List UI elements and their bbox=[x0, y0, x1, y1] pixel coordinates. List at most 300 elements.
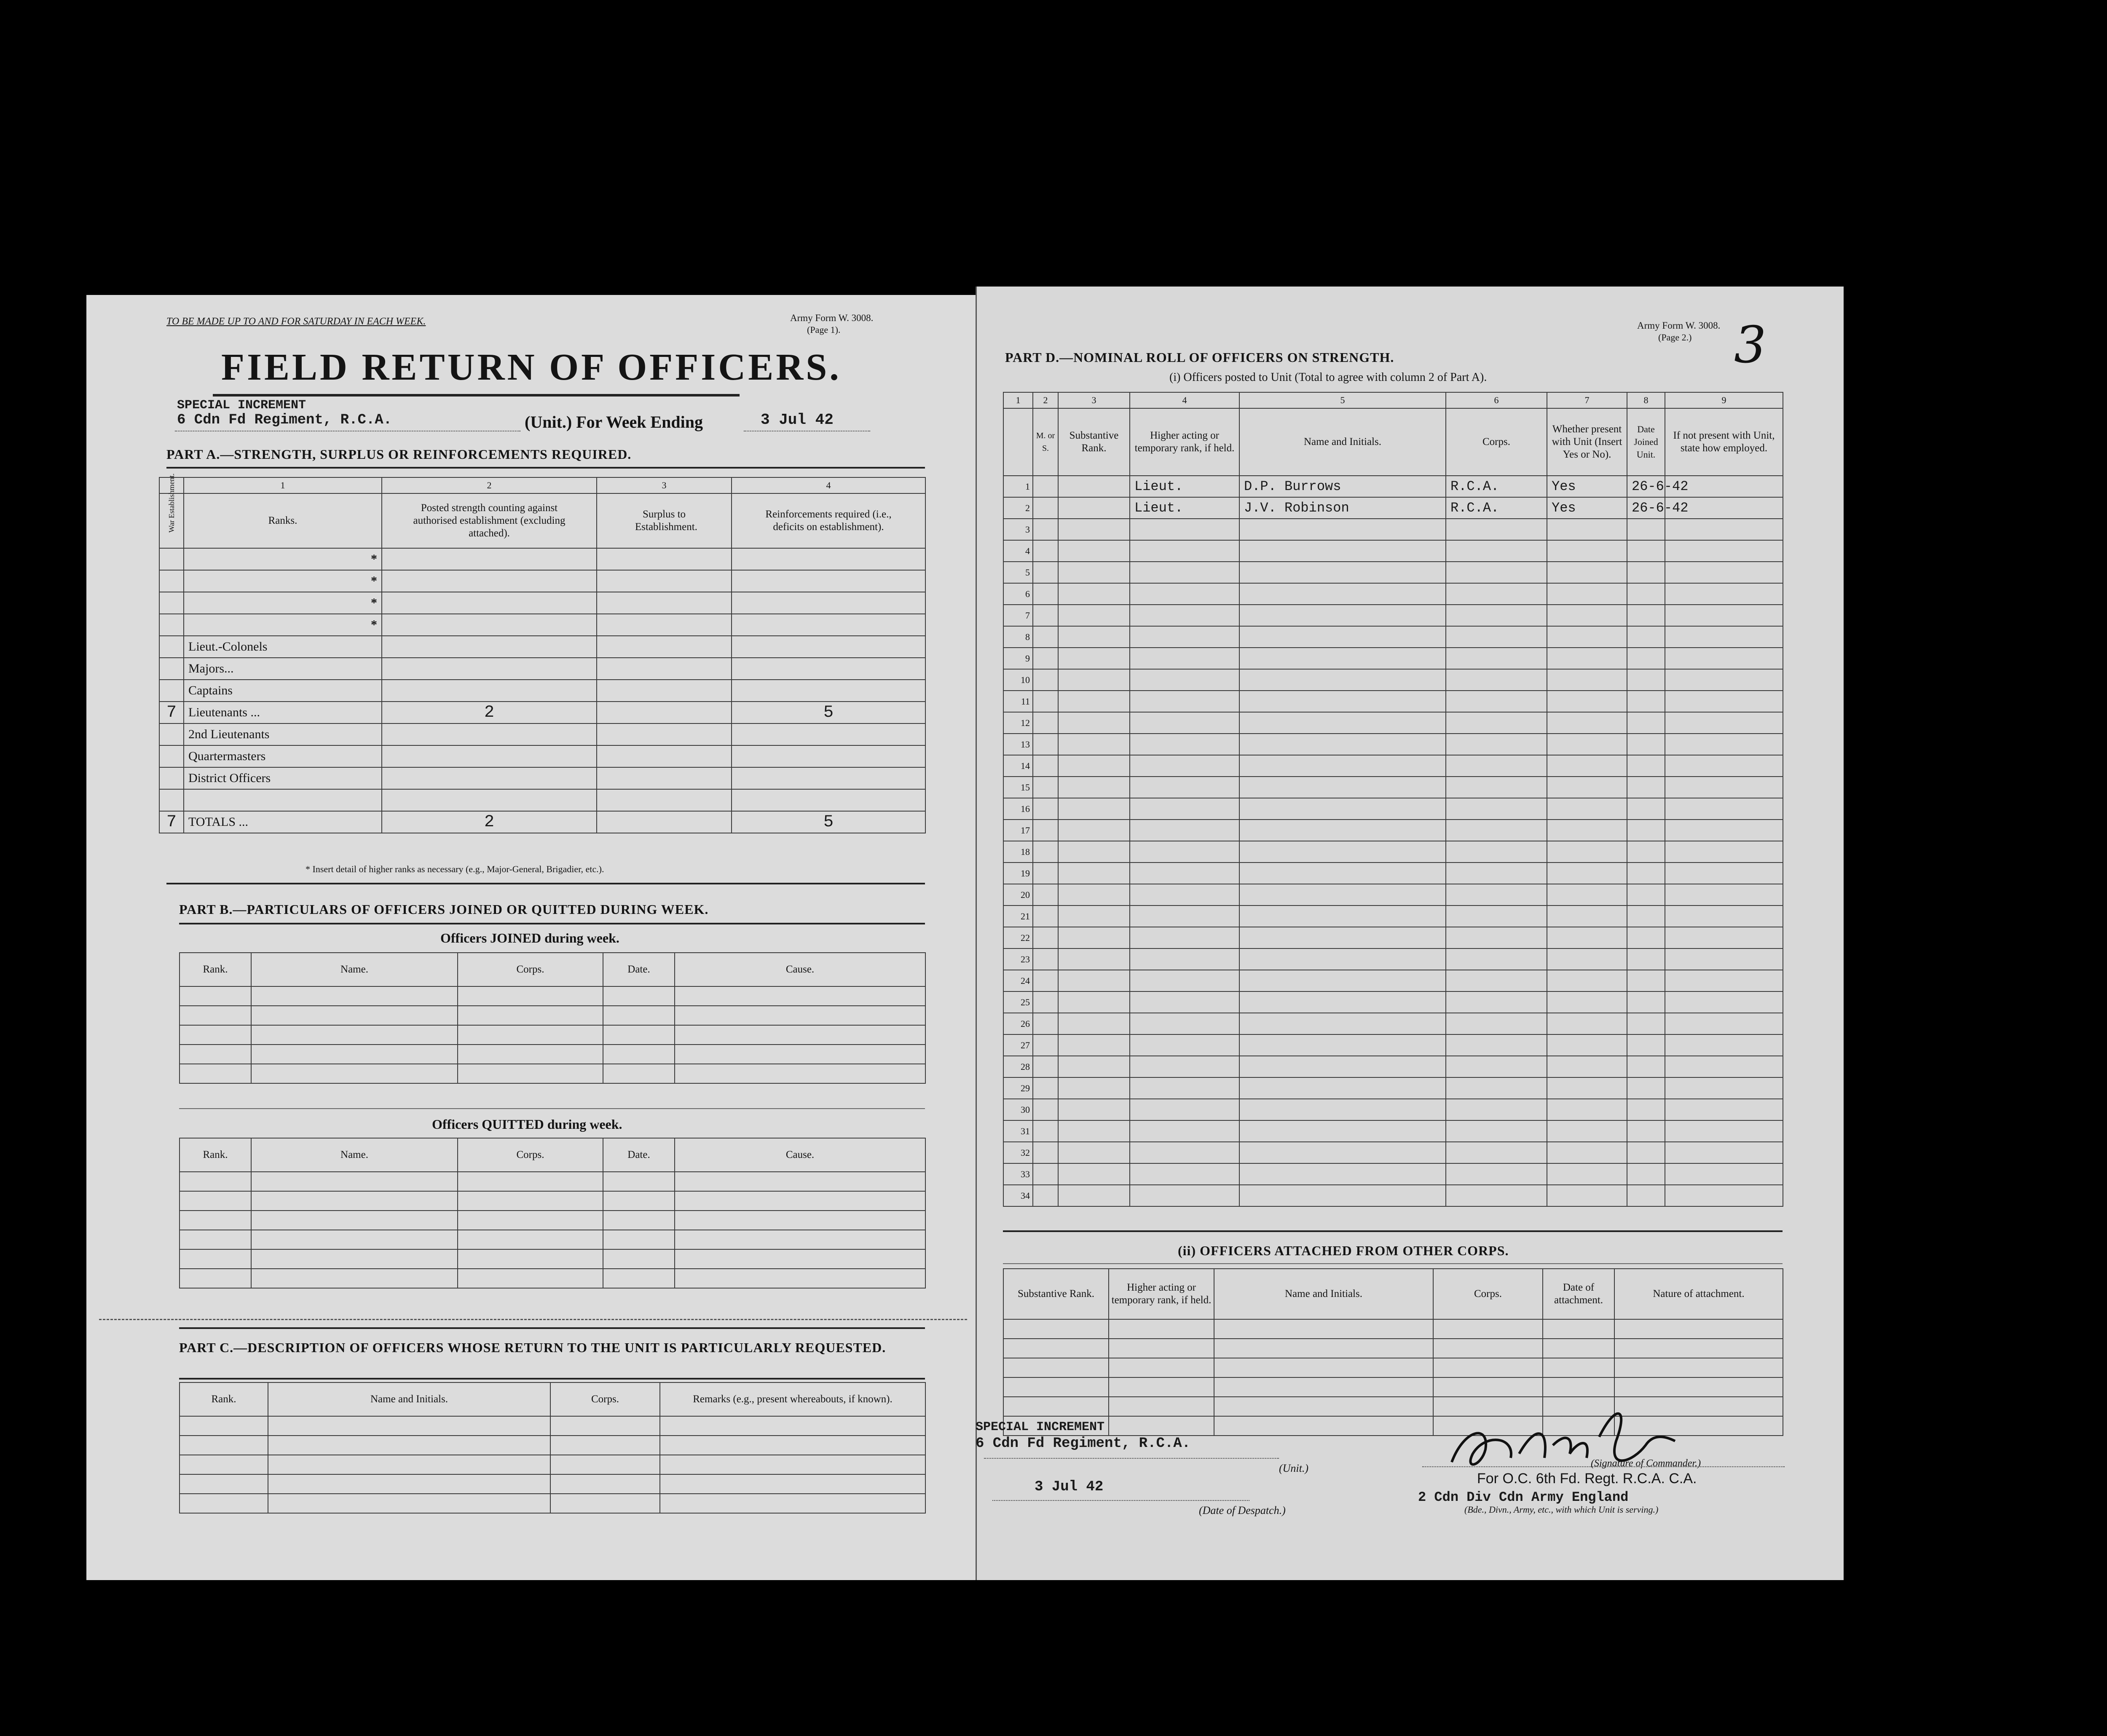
roll-row bbox=[1003, 991, 1783, 1013]
partA-cell-surplus bbox=[597, 767, 732, 789]
roll-cell-higher bbox=[1130, 927, 1239, 948]
roll-row bbox=[1003, 798, 1783, 820]
partA-colnum-1: 1 bbox=[184, 477, 382, 493]
footer-unit-label: (Unit.) bbox=[1279, 1462, 1309, 1474]
roll-cell-sub bbox=[1058, 540, 1130, 562]
joined-row bbox=[180, 1045, 925, 1064]
roll-cell-name bbox=[1239, 1163, 1446, 1185]
partA-row bbox=[159, 570, 925, 592]
roll-cell-higher bbox=[1130, 519, 1239, 540]
form-page-1 bbox=[86, 295, 976, 1580]
partA-cell-we: 7 bbox=[159, 702, 184, 723]
roll-cell-name bbox=[1239, 1034, 1446, 1056]
roll-cell-date bbox=[1627, 1142, 1665, 1163]
roll-cell-emp bbox=[1665, 970, 1783, 991]
roll-cell-higher bbox=[1130, 970, 1239, 991]
joined-row bbox=[180, 1064, 925, 1083]
roll-cell-emp bbox=[1665, 820, 1783, 841]
roll-cell-ms bbox=[1033, 1034, 1058, 1056]
roll-cell-date bbox=[1627, 540, 1665, 562]
joined-col-date: Date. bbox=[603, 953, 675, 986]
roll-cell-ms bbox=[1033, 669, 1058, 691]
quitted-cell bbox=[251, 1269, 458, 1288]
roll-col-substantive: Substantive Rank. bbox=[1058, 408, 1130, 476]
roll-cell-n: 15 bbox=[1003, 777, 1033, 798]
roll-cell-date bbox=[1627, 691, 1665, 712]
roll-cell-present bbox=[1547, 562, 1627, 583]
roll-row bbox=[1003, 540, 1783, 562]
partA-table bbox=[159, 473, 926, 833]
roll-cell-ms bbox=[1033, 1099, 1058, 1120]
roll-cell-name bbox=[1239, 648, 1446, 669]
formation-stamp: 2 Cdn Div Cdn Army England bbox=[1418, 1490, 1629, 1505]
roll-cell-corps: R.C.A. bbox=[1446, 497, 1547, 519]
roll-cell-ms bbox=[1033, 1163, 1058, 1185]
roll-cell-sub bbox=[1058, 1120, 1130, 1142]
quitted-cell bbox=[458, 1172, 603, 1191]
roll-cell-n: 25 bbox=[1003, 991, 1033, 1013]
roll-cell-emp bbox=[1665, 1142, 1783, 1163]
roll-cell-emp bbox=[1665, 948, 1783, 970]
partA-cell-rank: TOTALS ... bbox=[184, 811, 382, 833]
roll-cell-sub bbox=[1058, 734, 1130, 755]
roll-cell-date bbox=[1627, 583, 1665, 605]
roll-cell-date bbox=[1627, 948, 1665, 970]
quitted-cell bbox=[180, 1172, 251, 1191]
partD-sub-i: (i) Officers posted to Unit (Total to agree with column 2 of Part A). bbox=[1169, 371, 1487, 384]
roll-bottom-rule bbox=[1003, 1230, 1783, 1232]
partA-row bbox=[159, 614, 925, 636]
roll-cell-name bbox=[1239, 691, 1446, 712]
unit-stamp-line1: SPECIAL INCREMENT bbox=[177, 398, 306, 413]
roll-cell-n: 3 bbox=[1003, 519, 1033, 540]
roll-cell-date bbox=[1627, 906, 1665, 927]
roll-cell-corps bbox=[1446, 1185, 1547, 1206]
roll-cell-sub bbox=[1058, 884, 1130, 906]
partA-cell-rank: Captains bbox=[184, 680, 382, 702]
roll-col-employed: If not present with Unit, state how employed. bbox=[1665, 408, 1783, 476]
roll-cell-present bbox=[1547, 777, 1627, 798]
partA-row bbox=[159, 680, 925, 702]
partA-cell-reinf bbox=[732, 680, 925, 702]
roll-cell-emp bbox=[1665, 863, 1783, 884]
joined-cell bbox=[180, 1006, 251, 1025]
roll-cell-emp bbox=[1665, 1099, 1783, 1120]
roll-cell-corps bbox=[1446, 1077, 1547, 1099]
partA-row bbox=[159, 767, 925, 789]
joined-table bbox=[179, 952, 926, 1084]
roll-cell-emp bbox=[1665, 1056, 1783, 1077]
roll-colnum-1: 1 bbox=[1003, 392, 1033, 408]
partA-colnum-2: 2 bbox=[382, 477, 597, 493]
roll-cell-present bbox=[1547, 1142, 1627, 1163]
joined-cell bbox=[251, 1006, 458, 1025]
roll-cell-corps bbox=[1446, 605, 1547, 626]
partA-cell-reinf bbox=[732, 745, 925, 767]
roll-cell-sub bbox=[1058, 1013, 1130, 1034]
roll-row bbox=[1003, 1013, 1783, 1034]
quitted-cell bbox=[180, 1269, 251, 1288]
roll-cell-present bbox=[1547, 906, 1627, 927]
roll-cell-higher bbox=[1130, 1034, 1239, 1056]
roll-cell-emp bbox=[1665, 798, 1783, 820]
roll-cell-sub bbox=[1058, 927, 1130, 948]
roll-cell-name bbox=[1239, 948, 1446, 970]
joined-cell bbox=[675, 986, 925, 1006]
roll-row bbox=[1003, 1034, 1783, 1056]
joined-cell bbox=[458, 1064, 603, 1083]
roll-cell-name bbox=[1239, 798, 1446, 820]
roll-cell-date bbox=[1627, 626, 1665, 648]
partC-row bbox=[180, 1474, 925, 1494]
roll-cell-name bbox=[1239, 884, 1446, 906]
roll-cell-ms bbox=[1033, 476, 1058, 497]
partA-cell-surplus bbox=[597, 811, 732, 833]
roll-cell-n: 6 bbox=[1003, 583, 1033, 605]
roll-cell-n: 22 bbox=[1003, 927, 1033, 948]
roll-cell-present bbox=[1547, 1099, 1627, 1120]
roll-cell-date bbox=[1627, 1013, 1665, 1034]
attached-cell bbox=[1214, 1377, 1433, 1397]
partA-cell-posted bbox=[382, 723, 597, 745]
roll-cell-emp bbox=[1665, 841, 1783, 863]
attached-cell bbox=[1543, 1358, 1614, 1377]
page-label: (Page 1). bbox=[807, 324, 841, 335]
roll-cell-higher bbox=[1130, 1077, 1239, 1099]
roll-cell-sub bbox=[1058, 648, 1130, 669]
roll-cell-n: 20 bbox=[1003, 884, 1033, 906]
roll-row bbox=[1003, 691, 1783, 712]
roll-row bbox=[1003, 712, 1783, 734]
partA-cell-we bbox=[159, 680, 184, 702]
partA-cell-reinf bbox=[732, 592, 925, 614]
roll-cell-sub bbox=[1058, 1056, 1130, 1077]
roll-cell-date bbox=[1627, 798, 1665, 820]
roll-cell-n: 13 bbox=[1003, 734, 1033, 755]
unit-stamp-line2: 6 Cdn Fd Regiment, R.C.A. bbox=[177, 412, 392, 428]
roll-colnum-3: 3 bbox=[1058, 392, 1130, 408]
partC-cell bbox=[550, 1494, 660, 1513]
roll-cell-date bbox=[1627, 519, 1665, 540]
roll-cell-ms bbox=[1033, 863, 1058, 884]
partA-cell-surplus bbox=[597, 789, 732, 811]
roll-cell-sub bbox=[1058, 1034, 1130, 1056]
roll-cell-corps bbox=[1446, 1034, 1547, 1056]
partB-heading: PART B.—PARTICULARS OF OFFICERS JOINED OR QUITTED DURING WEEK. bbox=[179, 902, 709, 917]
quitted-row bbox=[180, 1249, 925, 1269]
roll-cell-corps bbox=[1446, 863, 1547, 884]
roll-cell-ms bbox=[1033, 519, 1058, 540]
roll-cell-emp bbox=[1665, 884, 1783, 906]
roll-cell-date bbox=[1627, 1163, 1665, 1185]
roll-cell-higher bbox=[1130, 906, 1239, 927]
roll-cell-corps bbox=[1446, 970, 1547, 991]
roll-row bbox=[1003, 1099, 1783, 1120]
roll-cell-ms bbox=[1033, 1077, 1058, 1099]
partA-bottom-rule bbox=[166, 883, 925, 884]
attached-cell bbox=[1214, 1358, 1433, 1377]
attached-cell bbox=[1109, 1416, 1214, 1436]
roll-cell-present bbox=[1547, 820, 1627, 841]
roll-cell-n: 11 bbox=[1003, 691, 1033, 712]
roll-row bbox=[1003, 1077, 1783, 1099]
roll-cell-present bbox=[1547, 1013, 1627, 1034]
roll-cell-emp bbox=[1665, 712, 1783, 734]
roll-cell-higher bbox=[1130, 755, 1239, 777]
quitted-cell bbox=[603, 1269, 675, 1288]
joined-col-cause: Cause. bbox=[675, 953, 925, 986]
signature-label: (Signature of Commander.) bbox=[1591, 1458, 1701, 1469]
partA-cell-reinf: 5 bbox=[732, 811, 925, 833]
roll-cell-corps bbox=[1446, 1120, 1547, 1142]
roll-cell-ms bbox=[1033, 991, 1058, 1013]
roll-cell-emp bbox=[1665, 562, 1783, 583]
partC-cell bbox=[268, 1436, 550, 1455]
attached-cell bbox=[1109, 1397, 1214, 1416]
despatch-rule bbox=[992, 1500, 1249, 1501]
roll-cell-corps bbox=[1446, 540, 1547, 562]
roll-cell-n: 23 bbox=[1003, 948, 1033, 970]
roll-cell-higher bbox=[1130, 1185, 1239, 1206]
attached-row bbox=[1003, 1339, 1783, 1358]
roll-cell-higher bbox=[1130, 540, 1239, 562]
partC-cell bbox=[660, 1474, 925, 1494]
roll-col-corps: Corps. bbox=[1446, 408, 1547, 476]
quitted-cell bbox=[675, 1211, 925, 1230]
joined-cell bbox=[675, 1025, 925, 1045]
roll-cell-corps bbox=[1446, 841, 1547, 863]
roll-cell-corps bbox=[1446, 648, 1547, 669]
attached-rule bbox=[1003, 1263, 1783, 1264]
roll-cell-corps bbox=[1446, 1013, 1547, 1034]
partC-top-rule bbox=[179, 1327, 925, 1329]
roll-cell-ms bbox=[1033, 777, 1058, 798]
partC-cell bbox=[550, 1474, 660, 1494]
roll-cell-n: 18 bbox=[1003, 841, 1033, 863]
roll-row bbox=[1003, 841, 1783, 863]
roll-cell-n: 32 bbox=[1003, 1142, 1033, 1163]
roll-cell-date bbox=[1627, 820, 1665, 841]
roll-cell-date bbox=[1627, 605, 1665, 626]
roll-cell-present bbox=[1547, 669, 1627, 691]
roll-cell-emp bbox=[1665, 734, 1783, 755]
partA-cell-we bbox=[159, 723, 184, 745]
roll-cell-n: 27 bbox=[1003, 1034, 1033, 1056]
roll-col-higher: Higher acting or temporary rank, if held. bbox=[1130, 408, 1239, 476]
roll-cell-name bbox=[1239, 820, 1446, 841]
quitted-cell bbox=[251, 1172, 458, 1191]
roll-row bbox=[1003, 1185, 1783, 1206]
roll-cell-n: 34 bbox=[1003, 1185, 1033, 1206]
roll-cell-corps bbox=[1446, 1163, 1547, 1185]
roll-col-m-or-s: M. or S. bbox=[1033, 408, 1058, 476]
quitted-cell bbox=[458, 1269, 603, 1288]
joined-cell bbox=[675, 1045, 925, 1064]
roll-colnum-4: 4 bbox=[1130, 392, 1239, 408]
partA-heading: PART A.—STRENGTH, SURPLUS OR REINFORCEMENTS REQUIRED. bbox=[166, 447, 632, 462]
roll-cell-ms bbox=[1033, 712, 1058, 734]
signature-stroke bbox=[1452, 1414, 1675, 1465]
roll-cell-sub bbox=[1058, 1077, 1130, 1099]
roll-cell-present bbox=[1547, 1077, 1627, 1099]
attached-cell bbox=[1543, 1339, 1614, 1358]
roll-cell-n: 28 bbox=[1003, 1056, 1033, 1077]
roll-cell-ms bbox=[1033, 1142, 1058, 1163]
roll-cell-n: 16 bbox=[1003, 798, 1033, 820]
roll-cell-ms bbox=[1033, 798, 1058, 820]
roll-cell-higher bbox=[1130, 648, 1239, 669]
roll-cell-sub bbox=[1058, 626, 1130, 648]
roll-cell-corps bbox=[1446, 1142, 1547, 1163]
roll-cell-name: J.V. Robinson bbox=[1239, 497, 1446, 519]
roll-cell-corps bbox=[1446, 755, 1547, 777]
roll-cell-higher bbox=[1130, 583, 1239, 605]
roll-cell-date bbox=[1627, 1034, 1665, 1056]
attached-cell bbox=[1003, 1319, 1109, 1339]
attached-cell bbox=[1433, 1339, 1543, 1358]
roll-cell-higher bbox=[1130, 669, 1239, 691]
partC-cell bbox=[180, 1455, 268, 1474]
roll-cell-n: 4 bbox=[1003, 540, 1033, 562]
roll-cell-ms bbox=[1033, 691, 1058, 712]
partA-cell-we bbox=[159, 658, 184, 680]
roll-cell-name bbox=[1239, 734, 1446, 755]
roll-cell-emp bbox=[1665, 1013, 1783, 1034]
roll-cell-sub bbox=[1058, 669, 1130, 691]
partA-cell-posted bbox=[382, 614, 597, 636]
roll-cell-n: 31 bbox=[1003, 1120, 1033, 1142]
roll-cell-name bbox=[1239, 777, 1446, 798]
partC-row bbox=[180, 1416, 925, 1436]
roll-cell-name bbox=[1239, 863, 1446, 884]
formation-label: (Bde., Divn., Army, etc., with which Unit is serving.) bbox=[1464, 1504, 1659, 1515]
roll-cell-name bbox=[1239, 605, 1446, 626]
partA-cell-rank bbox=[184, 789, 382, 811]
col-reinforcements: Reinforcements required (i.e., deficits on establishment). bbox=[732, 493, 925, 548]
attached-cell bbox=[1109, 1358, 1214, 1377]
roll-cell-sub bbox=[1058, 1142, 1130, 1163]
roll-row bbox=[1003, 1163, 1783, 1185]
partA-row bbox=[159, 745, 925, 767]
joined-cell bbox=[180, 1025, 251, 1045]
partA-cell-rank: * bbox=[184, 548, 382, 570]
quitted-cell bbox=[180, 1191, 251, 1211]
roll-cell-corps bbox=[1446, 884, 1547, 906]
partA-cell-we bbox=[159, 548, 184, 570]
attached-cell bbox=[1614, 1377, 1783, 1397]
footer-unit-stamp-line1: SPECIAL INCREMENT bbox=[976, 1420, 1105, 1434]
roll-cell-n: 19 bbox=[1003, 863, 1033, 884]
joined-cell bbox=[180, 1064, 251, 1083]
partA-cell-surplus bbox=[597, 702, 732, 723]
roll-cell-name bbox=[1239, 669, 1446, 691]
attached-cell bbox=[1109, 1377, 1214, 1397]
roll-cell-corps bbox=[1446, 1099, 1547, 1120]
joined-cell bbox=[458, 986, 603, 1006]
roll-colnum-8: 8 bbox=[1627, 392, 1665, 408]
partC-col-remarks: Remarks (e.g., present whereabouts, if known). bbox=[660, 1382, 925, 1416]
roll-cell-ms bbox=[1033, 884, 1058, 906]
binding-edge bbox=[976, 287, 977, 1580]
roll-cell-date bbox=[1627, 927, 1665, 948]
partA-cell-reinf bbox=[732, 767, 925, 789]
quitted-cell bbox=[603, 1211, 675, 1230]
roll-cell-higher bbox=[1130, 1013, 1239, 1034]
roll-cell-emp bbox=[1665, 691, 1783, 712]
roll-cell-ms bbox=[1033, 1056, 1058, 1077]
roll-cell-corps bbox=[1446, 820, 1547, 841]
att-col-date: Date of attachment. bbox=[1543, 1269, 1614, 1319]
roll-cell-corps bbox=[1446, 948, 1547, 970]
roll-cell-emp bbox=[1665, 906, 1783, 927]
roll-cell-higher bbox=[1130, 841, 1239, 863]
roll-cell-emp bbox=[1665, 605, 1783, 626]
roll-cell-date bbox=[1627, 755, 1665, 777]
roll-row bbox=[1003, 497, 1783, 519]
partC-rule bbox=[179, 1378, 925, 1380]
roll-cell-sub bbox=[1058, 1099, 1130, 1120]
attached-cell bbox=[1214, 1319, 1433, 1339]
roll-cell-date bbox=[1627, 777, 1665, 798]
roll-cell-present bbox=[1547, 841, 1627, 863]
roll-cell-name bbox=[1239, 755, 1446, 777]
partA-cell-reinf bbox=[732, 636, 925, 658]
partA-cell-surplus bbox=[597, 636, 732, 658]
roll-cell-name bbox=[1239, 562, 1446, 583]
quitted-cell bbox=[458, 1249, 603, 1269]
col-posted-strength: Posted strength counting against authorised establishment (excluding attached). bbox=[382, 493, 597, 548]
partD-heading: PART D.—NOMINAL ROLL OF OFFICERS ON STRENGTH. bbox=[1005, 350, 1394, 365]
roll-row bbox=[1003, 820, 1783, 841]
roll-cell-present bbox=[1547, 798, 1627, 820]
roll-cell-name bbox=[1239, 970, 1446, 991]
partA-cell-we bbox=[159, 767, 184, 789]
roll-cell-corps bbox=[1446, 669, 1547, 691]
roll-row bbox=[1003, 863, 1783, 884]
roll-cell-n: 17 bbox=[1003, 820, 1033, 841]
roll-cell-corps bbox=[1446, 991, 1547, 1013]
roll-cell-name bbox=[1239, 1185, 1446, 1206]
joined-row bbox=[180, 1025, 925, 1045]
roll-row bbox=[1003, 970, 1783, 991]
roll-col-present: Whether present with Unit (Insert Yes or No). bbox=[1547, 408, 1627, 476]
roll-cell-date bbox=[1627, 863, 1665, 884]
partA-cell-rank: * bbox=[184, 570, 382, 592]
roll-cell-sub bbox=[1058, 1185, 1130, 1206]
attached-cell bbox=[1003, 1397, 1109, 1416]
roll-cell-ms bbox=[1033, 734, 1058, 755]
roll-cell-name bbox=[1239, 712, 1446, 734]
partC-row bbox=[180, 1494, 925, 1513]
roll-cell-n: 10 bbox=[1003, 669, 1033, 691]
roll-cell-name bbox=[1239, 927, 1446, 948]
joined-cell bbox=[603, 1045, 675, 1064]
roll-row bbox=[1003, 948, 1783, 970]
partC-cell bbox=[180, 1474, 268, 1494]
roll-col-date: Date Joined Unit. bbox=[1627, 408, 1665, 476]
roll-row bbox=[1003, 927, 1783, 948]
header-note: TO BE MADE UP TO AND FOR SATURDAY IN EACH WEEK. bbox=[166, 316, 426, 327]
roll-cell-n: 29 bbox=[1003, 1077, 1033, 1099]
roll-cell-higher bbox=[1130, 1163, 1239, 1185]
partA-cell-reinf: 5 bbox=[732, 702, 925, 723]
roll-cell-date: 26-6-42 bbox=[1627, 497, 1665, 519]
roll-cell-corps bbox=[1446, 906, 1547, 927]
roll-cell-higher bbox=[1130, 691, 1239, 712]
quitted-cell bbox=[180, 1249, 251, 1269]
roll-cell-present bbox=[1547, 1163, 1627, 1185]
roll-colnum-5: 5 bbox=[1239, 392, 1446, 408]
